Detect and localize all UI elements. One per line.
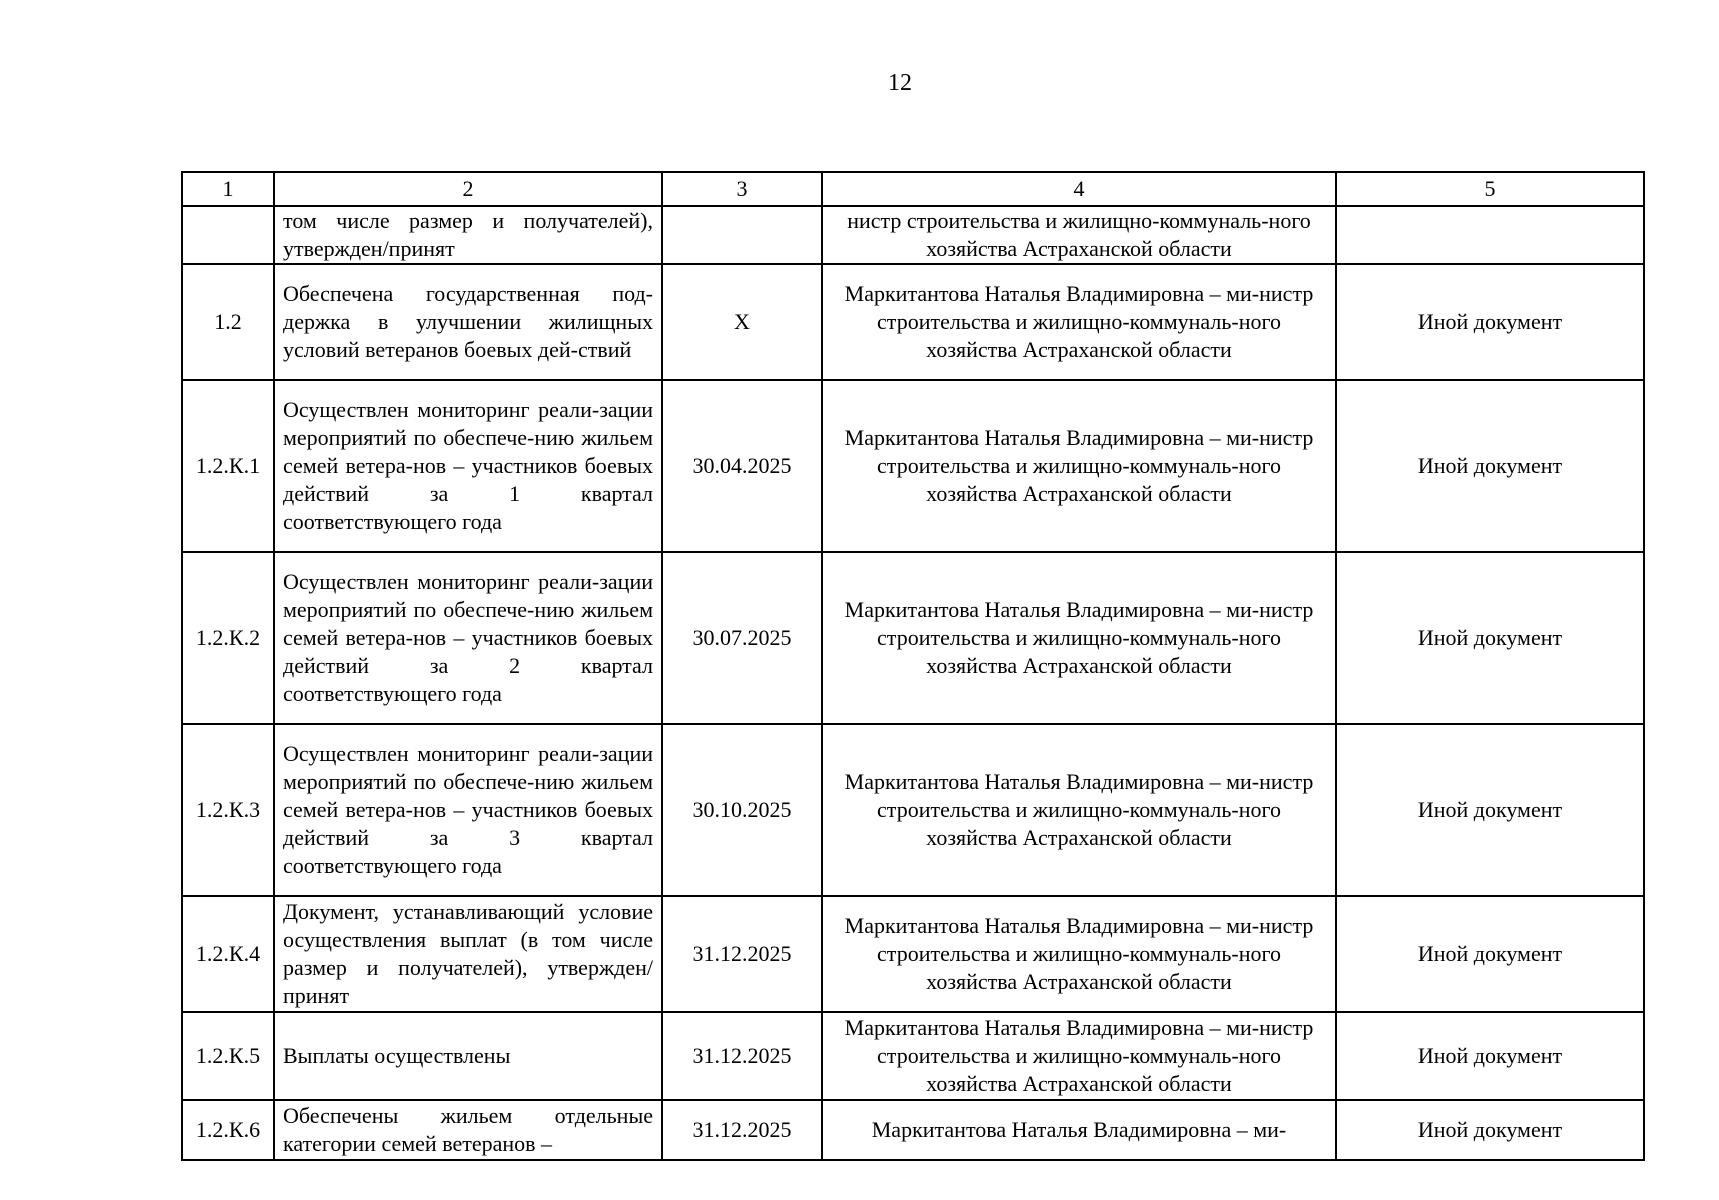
row-description: Документ, устанавливающий условие осуществления выплат (в том числе размер и получателей), утвержден/принят	[274, 896, 662, 1012]
row-number	[182, 206, 274, 264]
row-description: том числе размер и получателей), утвержден/принят	[274, 206, 662, 264]
row-date: 31.12.2025	[662, 896, 822, 1012]
table-row	[182, 206, 1644, 264]
row-document: Иной документ	[1336, 552, 1644, 724]
table-header-row	[182, 172, 1644, 206]
row-number: 1.2.К.3	[182, 724, 274, 896]
row-number: 1.2.К.6	[182, 1100, 274, 1160]
row-number: 1.2.К.2	[182, 552, 274, 724]
page-number: 12	[888, 70, 912, 96]
row-responsible: нистр строительства и жилищно-коммуналь-ного хозяйства Астраханской области	[822, 206, 1336, 264]
row-responsible: Маркитантова Наталья Владимировна – ми-нистр строительства и жилищно-коммуналь-ного хозяйства Астраханской области	[822, 264, 1336, 380]
row-document: Иной документ	[1336, 896, 1644, 1012]
row-responsible: Маркитантова Наталья Владимировна – ми-нистр строительства и жилищно-коммуналь-ного хозяйства Астраханской области	[822, 896, 1336, 1012]
row-number: 1.2.К.1	[182, 380, 274, 552]
row-date	[662, 206, 822, 264]
table-row	[182, 1012, 1644, 1100]
row-description: Обеспечена государственная под-держка в улучшении жилищных условий ветеранов боевых дей-ствий	[274, 264, 662, 380]
row-date: 30.07.2025	[662, 552, 822, 724]
header-col-5: 5	[1336, 172, 1644, 206]
row-document: Иной документ	[1336, 724, 1644, 896]
header-col-1: 1	[182, 172, 274, 206]
table-row	[182, 552, 1644, 724]
row-description: Осуществлен мониторинг реали-зации мероприятий по обеспече-нию жильем семей ветера-нов – участников боевых действий за 1 квартал соответствующего года	[274, 380, 662, 552]
row-document	[1336, 206, 1644, 264]
table-row	[182, 1100, 1644, 1160]
table-row	[182, 724, 1644, 896]
header-col-2: 2	[274, 172, 662, 206]
row-description: Осуществлен мониторинг реали-зации мероприятий по обеспече-нию жильем семей ветера-нов – участников боевых действий за 2 квартал соответствующего года	[274, 552, 662, 724]
row-number: 1.2.К.5	[182, 1012, 274, 1100]
row-date: 31.12.2025	[662, 1012, 822, 1100]
row-date: X	[662, 264, 822, 380]
row-document: Иной документ	[1336, 1100, 1644, 1160]
row-number: 1.2	[182, 264, 274, 380]
row-responsible: Маркитантова Наталья Владимировна – ми-нистр строительства и жилищно-коммуналь-ного хозяйства Астраханской области	[822, 1012, 1336, 1100]
row-document: Иной документ	[1336, 380, 1644, 552]
plan-table	[181, 171, 1645, 1161]
row-date: 31.12.2025	[662, 1100, 822, 1160]
table-row	[182, 896, 1644, 1012]
header-col-4: 4	[822, 172, 1336, 206]
header-col-3: 3	[662, 172, 822, 206]
row-date: 30.10.2025	[662, 724, 822, 896]
table-row	[182, 264, 1644, 380]
row-description: Осуществлен мониторинг реали-зации мероприятий по обеспече-нию жильем семей ветера-нов – участников боевых действий за 3 квартал соответствующего года	[274, 724, 662, 896]
row-document: Иной документ	[1336, 264, 1644, 380]
row-responsible: Маркитантова Наталья Владимировна – ми-нистр строительства и жилищно-коммуналь-ного хозяйства Астраханской области	[822, 724, 1336, 896]
row-date: 30.04.2025	[662, 380, 822, 552]
row-responsible: Маркитантова Наталья Владимировна – ми-нистр строительства и жилищно-коммуналь-ного хозяйства Астраханской области	[822, 380, 1336, 552]
row-description: Выплаты осуществлены	[274, 1012, 662, 1100]
row-document: Иной документ	[1336, 1012, 1644, 1100]
table-row	[182, 380, 1644, 552]
row-description: Обеспечены жильем отдельные категории семей ветеранов –	[274, 1100, 662, 1160]
row-number: 1.2.К.4	[182, 896, 274, 1012]
row-responsible: Маркитантова Наталья Владимировна – ми-нистр строительства и жилищно-коммуналь-ного хозяйства Астраханской области	[822, 552, 1336, 724]
row-responsible: Маркитантова Наталья Владимировна – ми-	[822, 1100, 1336, 1160]
